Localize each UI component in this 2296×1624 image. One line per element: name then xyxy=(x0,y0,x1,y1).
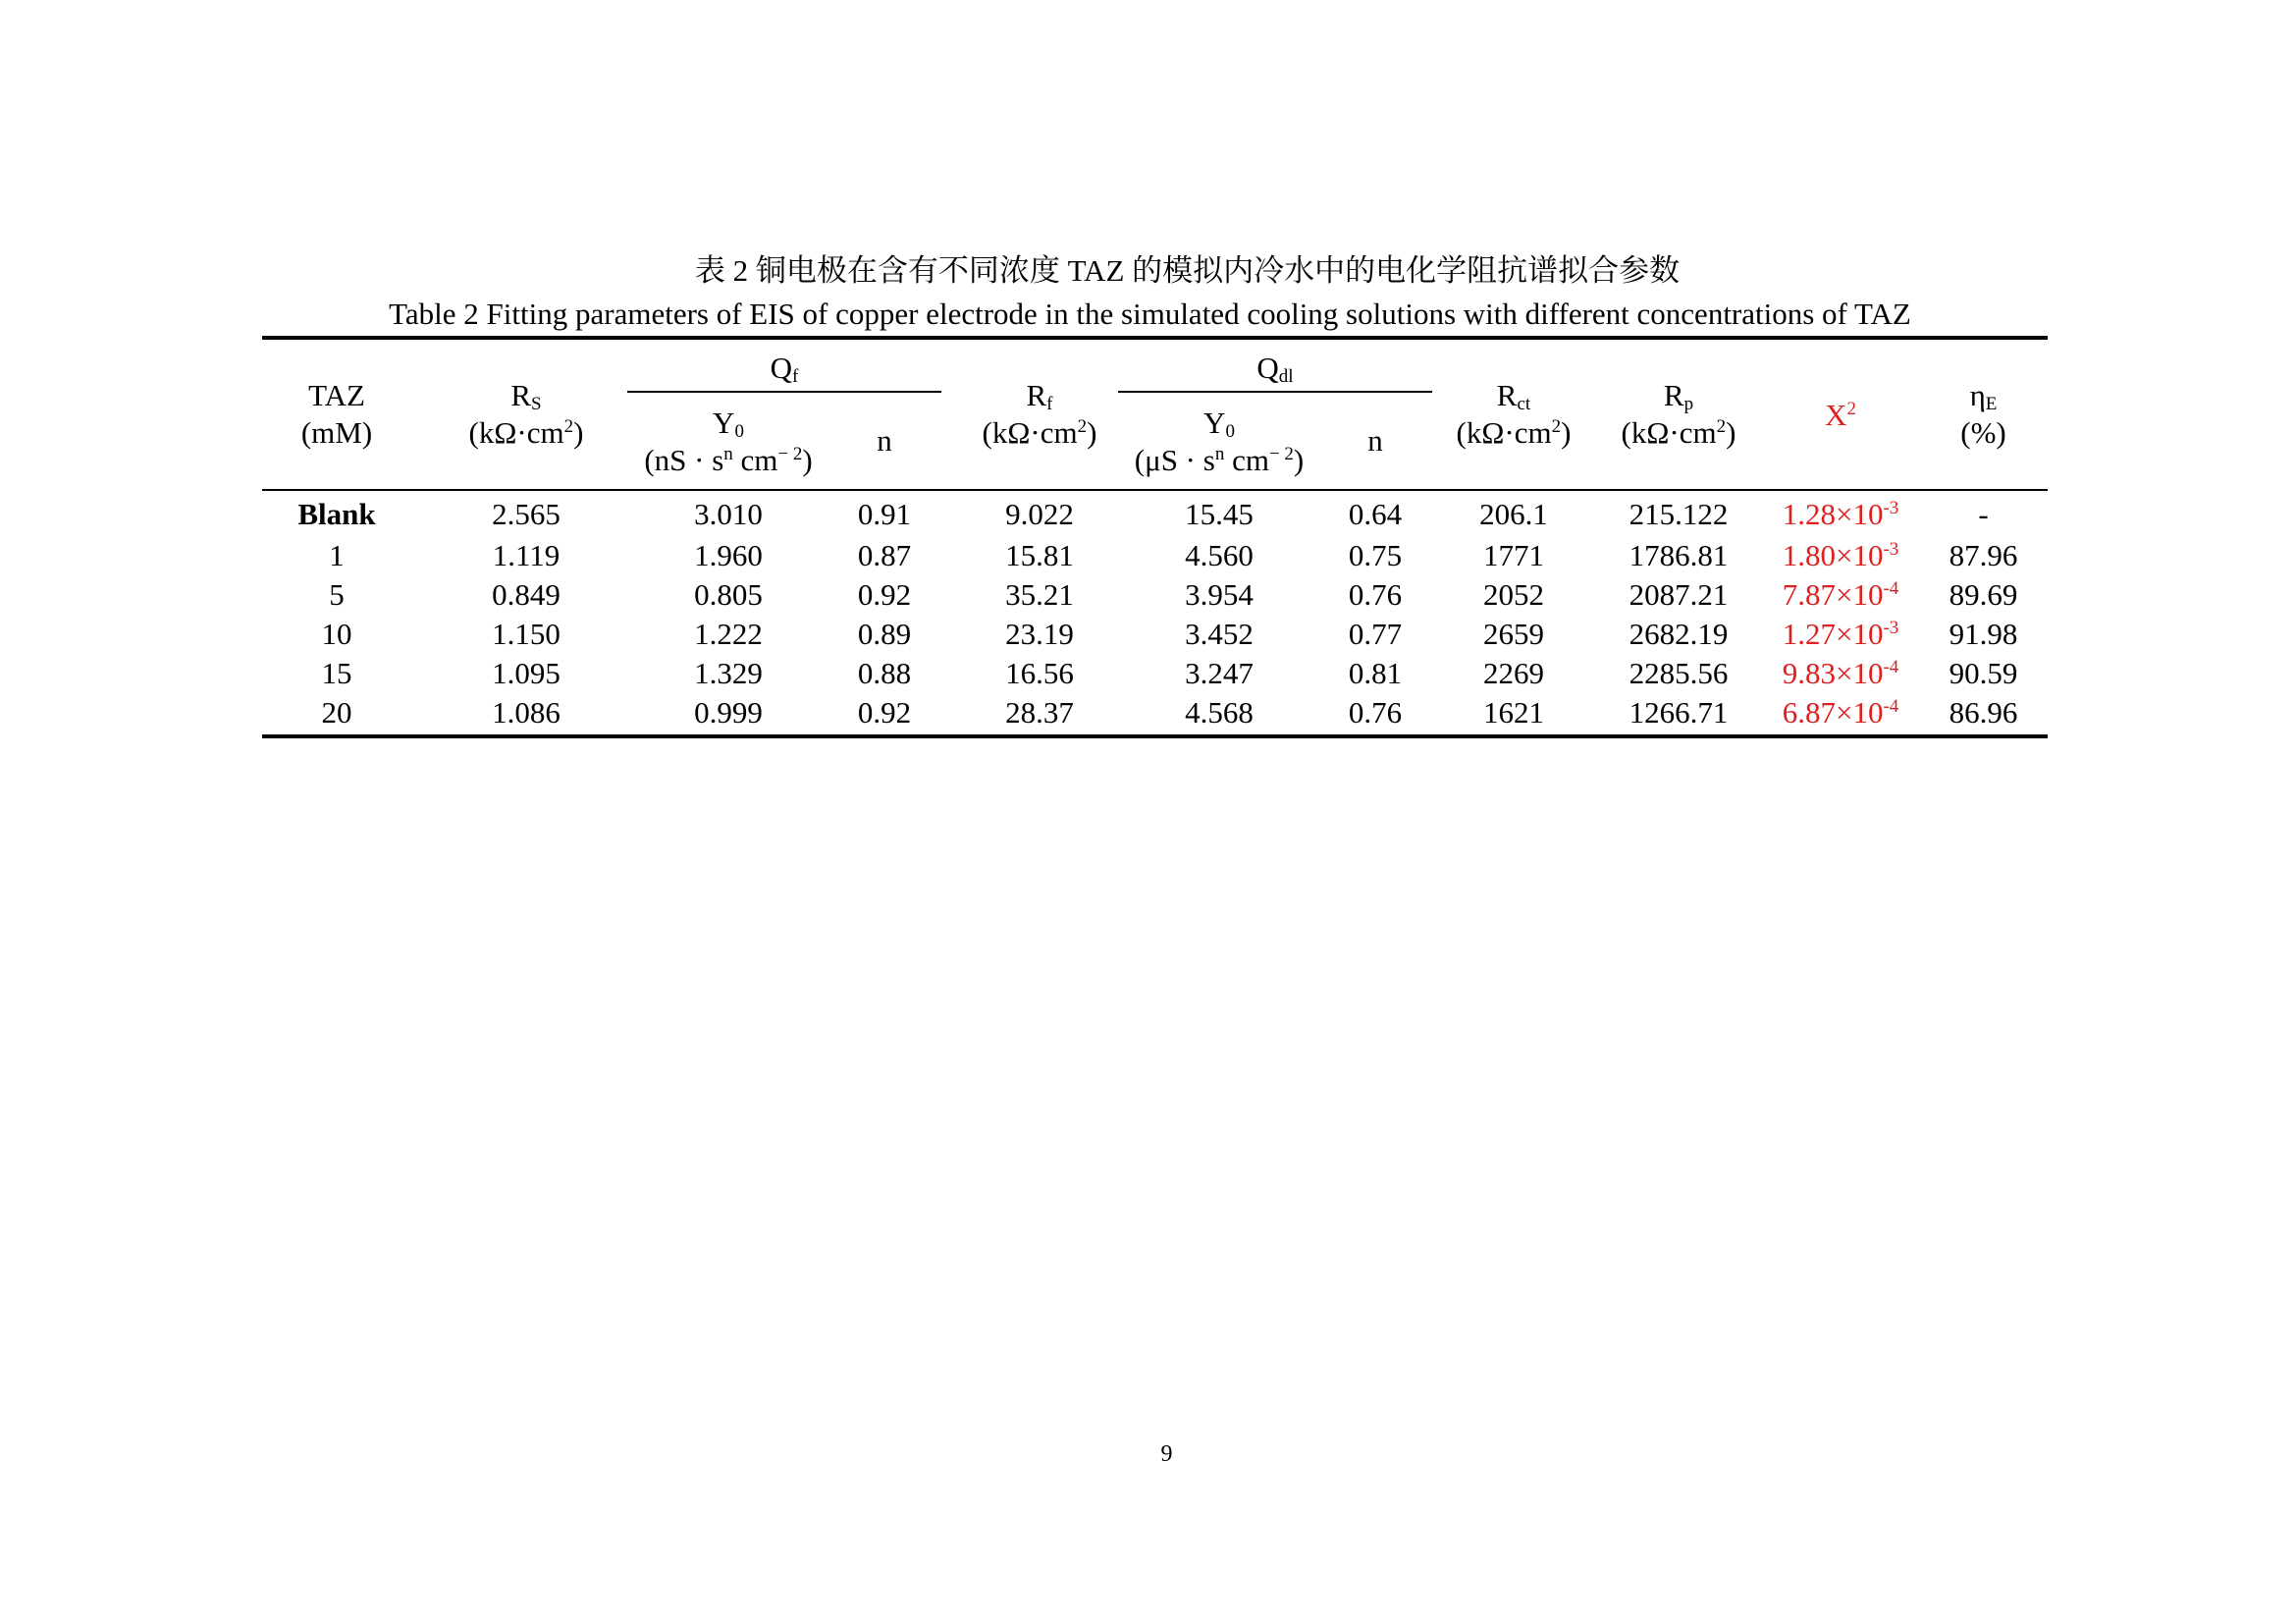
header-rp xyxy=(1595,377,1762,452)
header-qf-symbol: Q xyxy=(770,351,793,385)
header-qdl-y0-unit: (μS · s xyxy=(1134,443,1215,477)
cell-qf-n: 0.89 xyxy=(857,617,912,651)
header-rp-sub: p xyxy=(1683,394,1694,414)
header-qdl-y0-sub: 0 xyxy=(1225,421,1235,442)
cell-qf-n: 0.92 xyxy=(857,695,912,730)
table-header-rule xyxy=(262,489,2048,491)
cell-chi-square xyxy=(1762,654,1919,693)
header-rs-sub: S xyxy=(531,394,542,414)
header-qdl-y0-symbol: Y xyxy=(1203,406,1226,440)
cell-chi-base: 1.28×10 xyxy=(1782,497,1884,531)
cell-eta: 90.59 xyxy=(1949,656,2018,690)
header-eta xyxy=(1919,377,2048,452)
cell-qdl-y0: 3.247 xyxy=(1185,656,1254,690)
cell-chi-exponent: -3 xyxy=(1883,618,1899,638)
cell-rf: 15.81 xyxy=(1005,538,1074,572)
cell-taz: Blank xyxy=(297,497,376,531)
cell-qdl-y0: 15.45 xyxy=(1185,497,1254,531)
cell-eta: 86.96 xyxy=(1949,695,2018,730)
cell-rp: 2682.19 xyxy=(1629,617,1729,651)
cell-chi-exponent: -3 xyxy=(1883,498,1899,518)
cell-rs: 1.150 xyxy=(492,617,561,651)
cell-rp: 2285.56 xyxy=(1629,656,1729,690)
header-qf-y0-unit-sup2: − 2 xyxy=(777,444,803,464)
header-eta-symbol: η xyxy=(1969,378,1986,412)
header-rct-unit: (kΩ·cm xyxy=(1456,415,1552,450)
cell-qf-y0: 0.999 xyxy=(694,695,763,730)
cell-chi-square xyxy=(1762,495,1919,534)
header-rct-unit-close: ) xyxy=(1561,415,1572,450)
header-qdl-sub: dl xyxy=(1278,366,1294,387)
cell-rs: 1.095 xyxy=(492,656,561,690)
cell-chi-square xyxy=(1762,536,1919,575)
table-row xyxy=(262,615,2048,654)
cell-qdl-y0: 4.560 xyxy=(1185,538,1254,572)
cell-rf: 23.19 xyxy=(1005,617,1074,651)
header-chi-symbol: X xyxy=(1825,398,1847,432)
header-rf-unit-close: ) xyxy=(1087,415,1097,450)
cell-qf-n: 0.91 xyxy=(857,497,912,531)
header-qf-y0-sub: 0 xyxy=(734,421,744,442)
cell-qf-n: 0.92 xyxy=(857,577,912,612)
header-qdl-y0-unit-sup: n xyxy=(1214,444,1225,464)
header-taz-unit: (mM) xyxy=(300,415,373,450)
cell-taz: 5 xyxy=(329,577,345,612)
header-qf-n: n xyxy=(877,423,892,458)
cell-eta: 87.96 xyxy=(1949,538,2018,572)
header-rs-unit-sup: 2 xyxy=(563,416,574,437)
cell-rp: 1786.81 xyxy=(1629,538,1729,572)
header-taz xyxy=(262,377,411,452)
cell-qdl-n: 0.76 xyxy=(1348,695,1403,730)
header-qdl-symbol: Q xyxy=(1256,351,1279,385)
cell-rs: 1.086 xyxy=(492,695,561,730)
cell-taz: 20 xyxy=(321,695,352,730)
header-rf xyxy=(941,377,1138,452)
cell-qdl-n: 0.75 xyxy=(1348,538,1403,572)
header-taz-label: TAZ xyxy=(308,378,365,412)
cell-chi-exponent: -4 xyxy=(1883,657,1899,677)
cell-rct: 2659 xyxy=(1483,617,1544,651)
header-qf-y0-symbol: Y xyxy=(713,406,735,440)
header-qdl xyxy=(1118,350,1432,387)
caption-chinese: 表 2 铜电极在含有不同浓度 TAZ 的模拟内冷水中的电化学阻抗谱拟合参数 xyxy=(694,253,1681,288)
header-qf-y0-unit-mid: cm xyxy=(732,443,778,477)
cell-rf: 16.56 xyxy=(1005,656,1074,690)
cell-chi-exponent: -3 xyxy=(1883,539,1899,560)
cell-rf: 9.022 xyxy=(1005,497,1074,531)
cell-rct: 206.1 xyxy=(1479,497,1548,531)
table-row xyxy=(262,693,2048,732)
header-qf xyxy=(627,350,941,387)
cell-chi-base: 6.87×10 xyxy=(1782,695,1884,730)
cell-eta: - xyxy=(1978,497,1989,531)
table-row xyxy=(262,536,2048,575)
cell-qf-y0: 1.960 xyxy=(694,538,763,572)
table-row xyxy=(262,495,2048,534)
cell-rf: 28.37 xyxy=(1005,695,1074,730)
cell-rp: 2087.21 xyxy=(1629,577,1729,612)
header-qf-y0-unit-close: ) xyxy=(802,443,813,477)
cell-rp: 1266.71 xyxy=(1629,695,1729,730)
header-rf-unit: (kΩ·cm xyxy=(982,415,1078,450)
cell-chi-exponent: -4 xyxy=(1883,696,1899,717)
header-rs-unit: (kΩ·cm xyxy=(468,415,564,450)
header-rct-symbol: R xyxy=(1496,378,1518,412)
header-rct-unit-sup: 2 xyxy=(1551,416,1562,437)
cell-chi-square xyxy=(1762,575,1919,615)
cell-qdl-n: 0.76 xyxy=(1348,577,1403,612)
cell-qf-n: 0.87 xyxy=(857,538,912,572)
cell-eta: 91.98 xyxy=(1949,617,2018,651)
cell-qdl-n: 0.81 xyxy=(1348,656,1403,690)
cell-qdl-y0: 3.954 xyxy=(1185,577,1254,612)
header-qf-y0 xyxy=(627,405,829,479)
cell-rp: 215.122 xyxy=(1629,497,1729,531)
header-rs-unit-close: ) xyxy=(573,415,584,450)
cell-rs: 2.565 xyxy=(492,497,561,531)
header-rp-symbol: R xyxy=(1663,378,1684,412)
table-row xyxy=(262,654,2048,693)
cell-chi-base: 1.80×10 xyxy=(1782,538,1884,572)
cell-chi-square xyxy=(1762,615,1919,654)
header-rp-unit-close: ) xyxy=(1726,415,1736,450)
cell-chi-exponent: -4 xyxy=(1883,578,1899,599)
cell-qf-n: 0.88 xyxy=(857,656,912,690)
header-eta-sub: E xyxy=(1985,394,1998,414)
header-qdl-y0-unit-sup2: − 2 xyxy=(1268,444,1294,464)
cell-rct: 2052 xyxy=(1483,577,1544,612)
cell-rs: 1.119 xyxy=(492,538,561,572)
header-rf-symbol: R xyxy=(1026,378,1047,412)
cell-rct: 1771 xyxy=(1483,538,1544,572)
caption-english: Table 2 Fitting parameters of EIS of copper electrode in the simulated cooling solutions with different concentrations of TAZ xyxy=(389,297,1911,331)
cell-qf-y0: 1.222 xyxy=(694,617,763,651)
table-row xyxy=(262,575,2048,615)
header-chi-square xyxy=(1762,397,1919,434)
cell-rf: 35.21 xyxy=(1005,577,1074,612)
header-qf-y0-unit: (nS · s xyxy=(644,443,724,477)
cell-taz: 15 xyxy=(321,656,352,690)
header-qdl-n: n xyxy=(1367,423,1383,458)
cell-qf-y0: 0.805 xyxy=(694,577,763,612)
cell-taz: 1 xyxy=(329,538,345,572)
cell-chi-base: 7.87×10 xyxy=(1782,577,1884,612)
cell-rs: 0.849 xyxy=(492,577,561,612)
cell-qdl-y0: 3.452 xyxy=(1185,617,1254,651)
cell-qf-y0: 3.010 xyxy=(694,497,763,531)
qf-group-rule xyxy=(627,391,941,393)
cell-chi-square xyxy=(1762,693,1919,732)
header-rs xyxy=(413,377,639,452)
cell-qf-y0: 1.329 xyxy=(694,656,763,690)
header-rp-unit-sup: 2 xyxy=(1716,416,1727,437)
header-rs-symbol: R xyxy=(510,378,532,412)
qdl-group-rule xyxy=(1118,391,1432,393)
page-number: 9 xyxy=(1160,1441,1173,1467)
header-qdl-y0 xyxy=(1118,405,1320,479)
header-qdl-y0-unit-mid: cm xyxy=(1224,443,1269,477)
cell-qdl-n: 0.77 xyxy=(1348,617,1403,651)
cell-chi-base: 9.83×10 xyxy=(1782,656,1884,690)
header-rf-sub: f xyxy=(1046,394,1053,414)
cell-rct: 1621 xyxy=(1483,695,1544,730)
header-chi-sup: 2 xyxy=(1846,399,1856,419)
header-rct-sub: ct xyxy=(1517,394,1531,414)
header-qdl-y0-unit-close: ) xyxy=(1293,443,1305,477)
cell-taz: 10 xyxy=(321,617,352,651)
table-top-rule xyxy=(262,336,2048,340)
cell-chi-base: 1.27×10 xyxy=(1782,617,1884,651)
header-qf-y0-unit-sup: n xyxy=(723,444,733,464)
cell-eta: 89.69 xyxy=(1949,577,2018,612)
header-rf-unit-sup: 2 xyxy=(1077,416,1088,437)
cell-rct: 2269 xyxy=(1483,656,1544,690)
cell-qdl-n: 0.64 xyxy=(1348,497,1403,531)
header-eta-unit: (%) xyxy=(1960,415,2006,450)
header-rct xyxy=(1432,377,1595,452)
header-rp-unit: (kΩ·cm xyxy=(1621,415,1717,450)
cell-qdl-y0: 4.568 xyxy=(1185,695,1254,730)
table-bottom-rule xyxy=(262,734,2048,738)
header-qf-sub: f xyxy=(792,366,799,387)
